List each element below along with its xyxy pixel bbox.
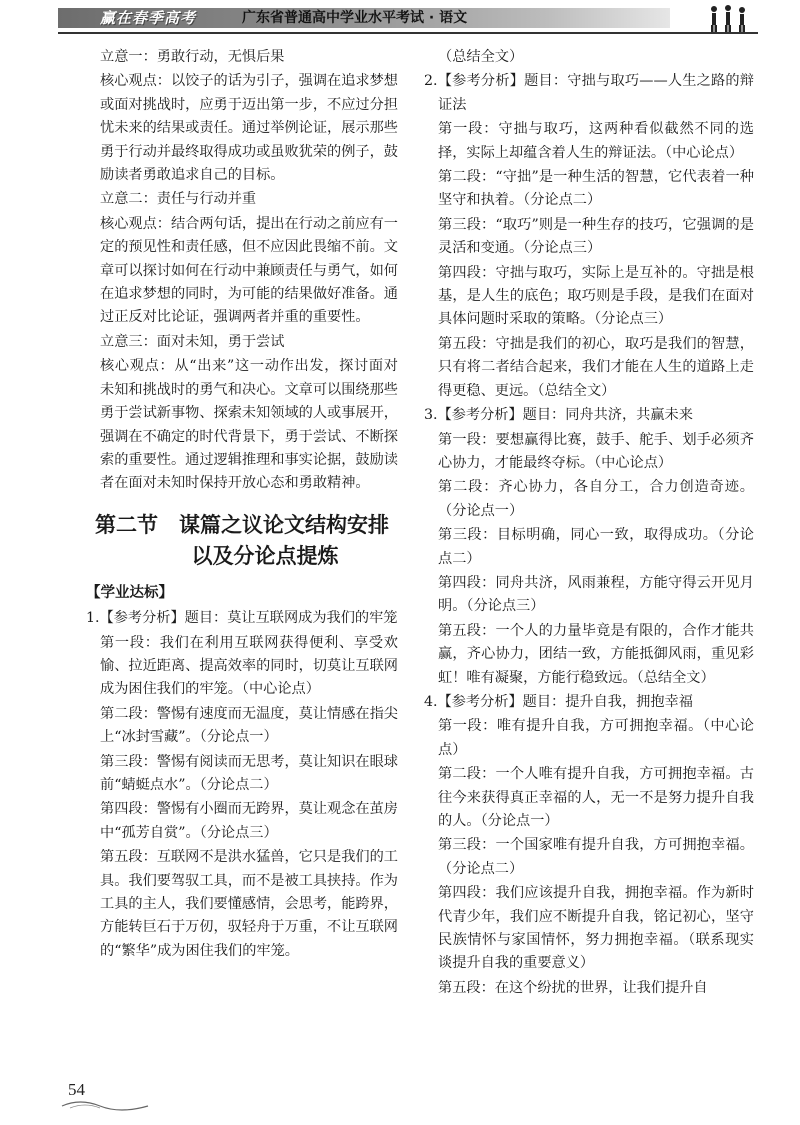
runners-icon <box>706 4 754 34</box>
left-column <box>86 46 398 964</box>
paragraph: 第二段：警惕有速度而无温度，莫让情感在指尖上“冰封雪藏”。（分论点一） <box>100 705 398 746</box>
paragraph: 第一段：要想赢得比赛，鼓手、舵手、划手必须齐心协力，才能最终夺标。（中心论点） <box>438 431 754 471</box>
paragraph: 第三段：“取巧”则是一种生存的技巧，它强调的是灵活和变通。（分论点三） <box>438 216 754 257</box>
paragraph: 第二段：一个人唯有提升自我，方可拥抱幸福。古往今来获得真正幸福的人，无一不是努力提升自我的人。（分论点一） <box>438 766 754 829</box>
paragraph: 1.【参考分析】题目：莫让互联网成为我们的牢笼 <box>86 610 398 627</box>
paragraph: 第二段：“守拙”是一种生活的智慧，它代表着一种坚守和执着。（分论点二） <box>438 169 754 209</box>
paragraph: 第三段：一个国家唯有提升自我，方可拥抱幸福。（分论点二） <box>438 837 754 877</box>
paragraph: 第四段：同舟共济，风雨兼程，方能守得云开见月明。（分论点三） <box>438 574 754 615</box>
section-title-line2: 以及分论点提炼 <box>191 543 339 568</box>
paragraph: 第四段：守拙与取巧，实际上是互补的。守拙是根基，是人生的底色；取巧则是手段，是我们在面对具体问题时采取的策略。（分论点三） <box>438 264 754 328</box>
paragraph: 核心观点：结合两句话，提出在行动之前应有一定的预见性和责任感，但不应因此畏缩不前。文章可以探讨如何在行动中兼顾责任与勇气，如何在追求梦想的同时，为可能的结果做好准备。通过正反对比论证，强调两者并重的重要性。 <box>100 215 398 326</box>
header-title: 广东省普通高中学业水平考试 · 语文 <box>242 10 468 26</box>
paragraph: 第四段：我们应该提升自我，拥抱幸福。作为新时代青少年，我们应不断提升自我，铭记初心，坚守民族情怀与家国情怀，努力拥抱幸福。（联系现实谈提升自我的重要意义） <box>438 885 754 972</box>
paragraph: （总结全文） <box>438 49 524 65</box>
section-subheading: 【学业达标】 <box>86 584 173 601</box>
paragraph: 第三段：目标明确，同心一致，取得成功。（分论点二） <box>438 527 754 567</box>
footer-ornament-icon <box>60 1098 150 1114</box>
paragraph: 核心观点：从“出来”这一动作出发，探讨面对未知和挑战时的勇气和决心。文章可以围绕那些勇于尝试新事物、探索未知领域的人或事展开，强调在不确定的时代背景下，勇于尝试、不断探索的重要性。通过逻辑推理和事实论据，鼓励读者在面对未知时保持开放心态和勇敢精神。 <box>100 358 398 492</box>
brand-logo: 赢在春季高考 <box>100 9 197 27</box>
paragraph: 立意二：责任与行动并重 <box>100 191 257 208</box>
section-title-line1: 第二节 谋篇之议论文结构安排 <box>95 512 389 537</box>
section-title <box>86 510 398 572</box>
paragraph: 立意三：面对未知，勇于尝试 <box>100 333 285 350</box>
paragraph: 第三段：警惕有阅读而无思考，莫让知识在眼球前“蜻蜓点水”。（分论点二） <box>100 753 398 793</box>
paragraph: 第五段：在这个纷扰的世界，让我们提升自 <box>438 979 708 996</box>
page-number: 54 <box>68 1080 85 1099</box>
paragraph: 第一段：我们在利用互联网获得便利、享受欢愉、拉近距离、提高效率的同时，切莫让互联网成为困住我们的牢笼。（中心论点） <box>100 634 398 698</box>
page-header <box>0 0 800 36</box>
paragraph: 第四段：警惕有小圈而无跨界，莫让观念在茧房中“孤芳自赏”。（分论点三） <box>100 801 398 841</box>
header-rule <box>58 32 758 34</box>
paragraph: 第一段：唯有提升自我，方可拥抱幸福。（中心论点） <box>438 718 754 758</box>
paragraph: 第一段：守拙与取巧，这两种看似截然不同的选择，实际上却蕴含着人生的辩证法。（中心论点） <box>438 121 754 161</box>
paragraph: 第五段：互联网不是洪水猛兽，它只是我们的工具。我们要驾驭工具，而不是被工具挟持。作为工具的主人，我们要懂感情，会思考，能跨界，方能转巨石于万仞，驭轻舟于万重，不让互联网的“繁华”成为困住我们的牢笼。 <box>100 849 398 959</box>
paragraph: 4.【参考分析】题目：提升自我，拥抱幸福 <box>424 693 693 710</box>
paragraph: 第五段：守拙是我们的初心，取巧是我们的智慧，只有将二者结合起来，我们才能在人生的道路上走得更稳、更远。（总结全文） <box>438 335 754 399</box>
right-column <box>424 46 754 1001</box>
paragraph: 第五段：一个人的力量毕竟是有限的，合作才能共赢，齐心协力，团结一致，方能抵御风雨，重见彩虹！唯有凝聚，方能行稳致远。（总结全文） <box>438 622 754 686</box>
paragraph: 3.【参考分析】题目：同舟共济，共赢未来 <box>424 407 693 424</box>
paragraph: 第二段：齐心协力，各自分工，合力创造奇迹。（分论点一） <box>438 479 754 519</box>
paragraph: 立意一：勇敢行动，无惧后果 <box>100 49 285 65</box>
paragraph: 核心观点：以饺子的话为引子，强调在追求梦想或面对挑战时，应勇于迈出第一步，不应过分担忧未来的结果或责任。通过举例论证，展示那些勇于行动并最终取得成功或虽败犹荣的例子，鼓励读者勇敢追求自己的目标。 <box>100 73 398 184</box>
paragraph: 2.【参考分析】题目：守拙与取巧——人生之路的辩证法 <box>424 73 754 113</box>
